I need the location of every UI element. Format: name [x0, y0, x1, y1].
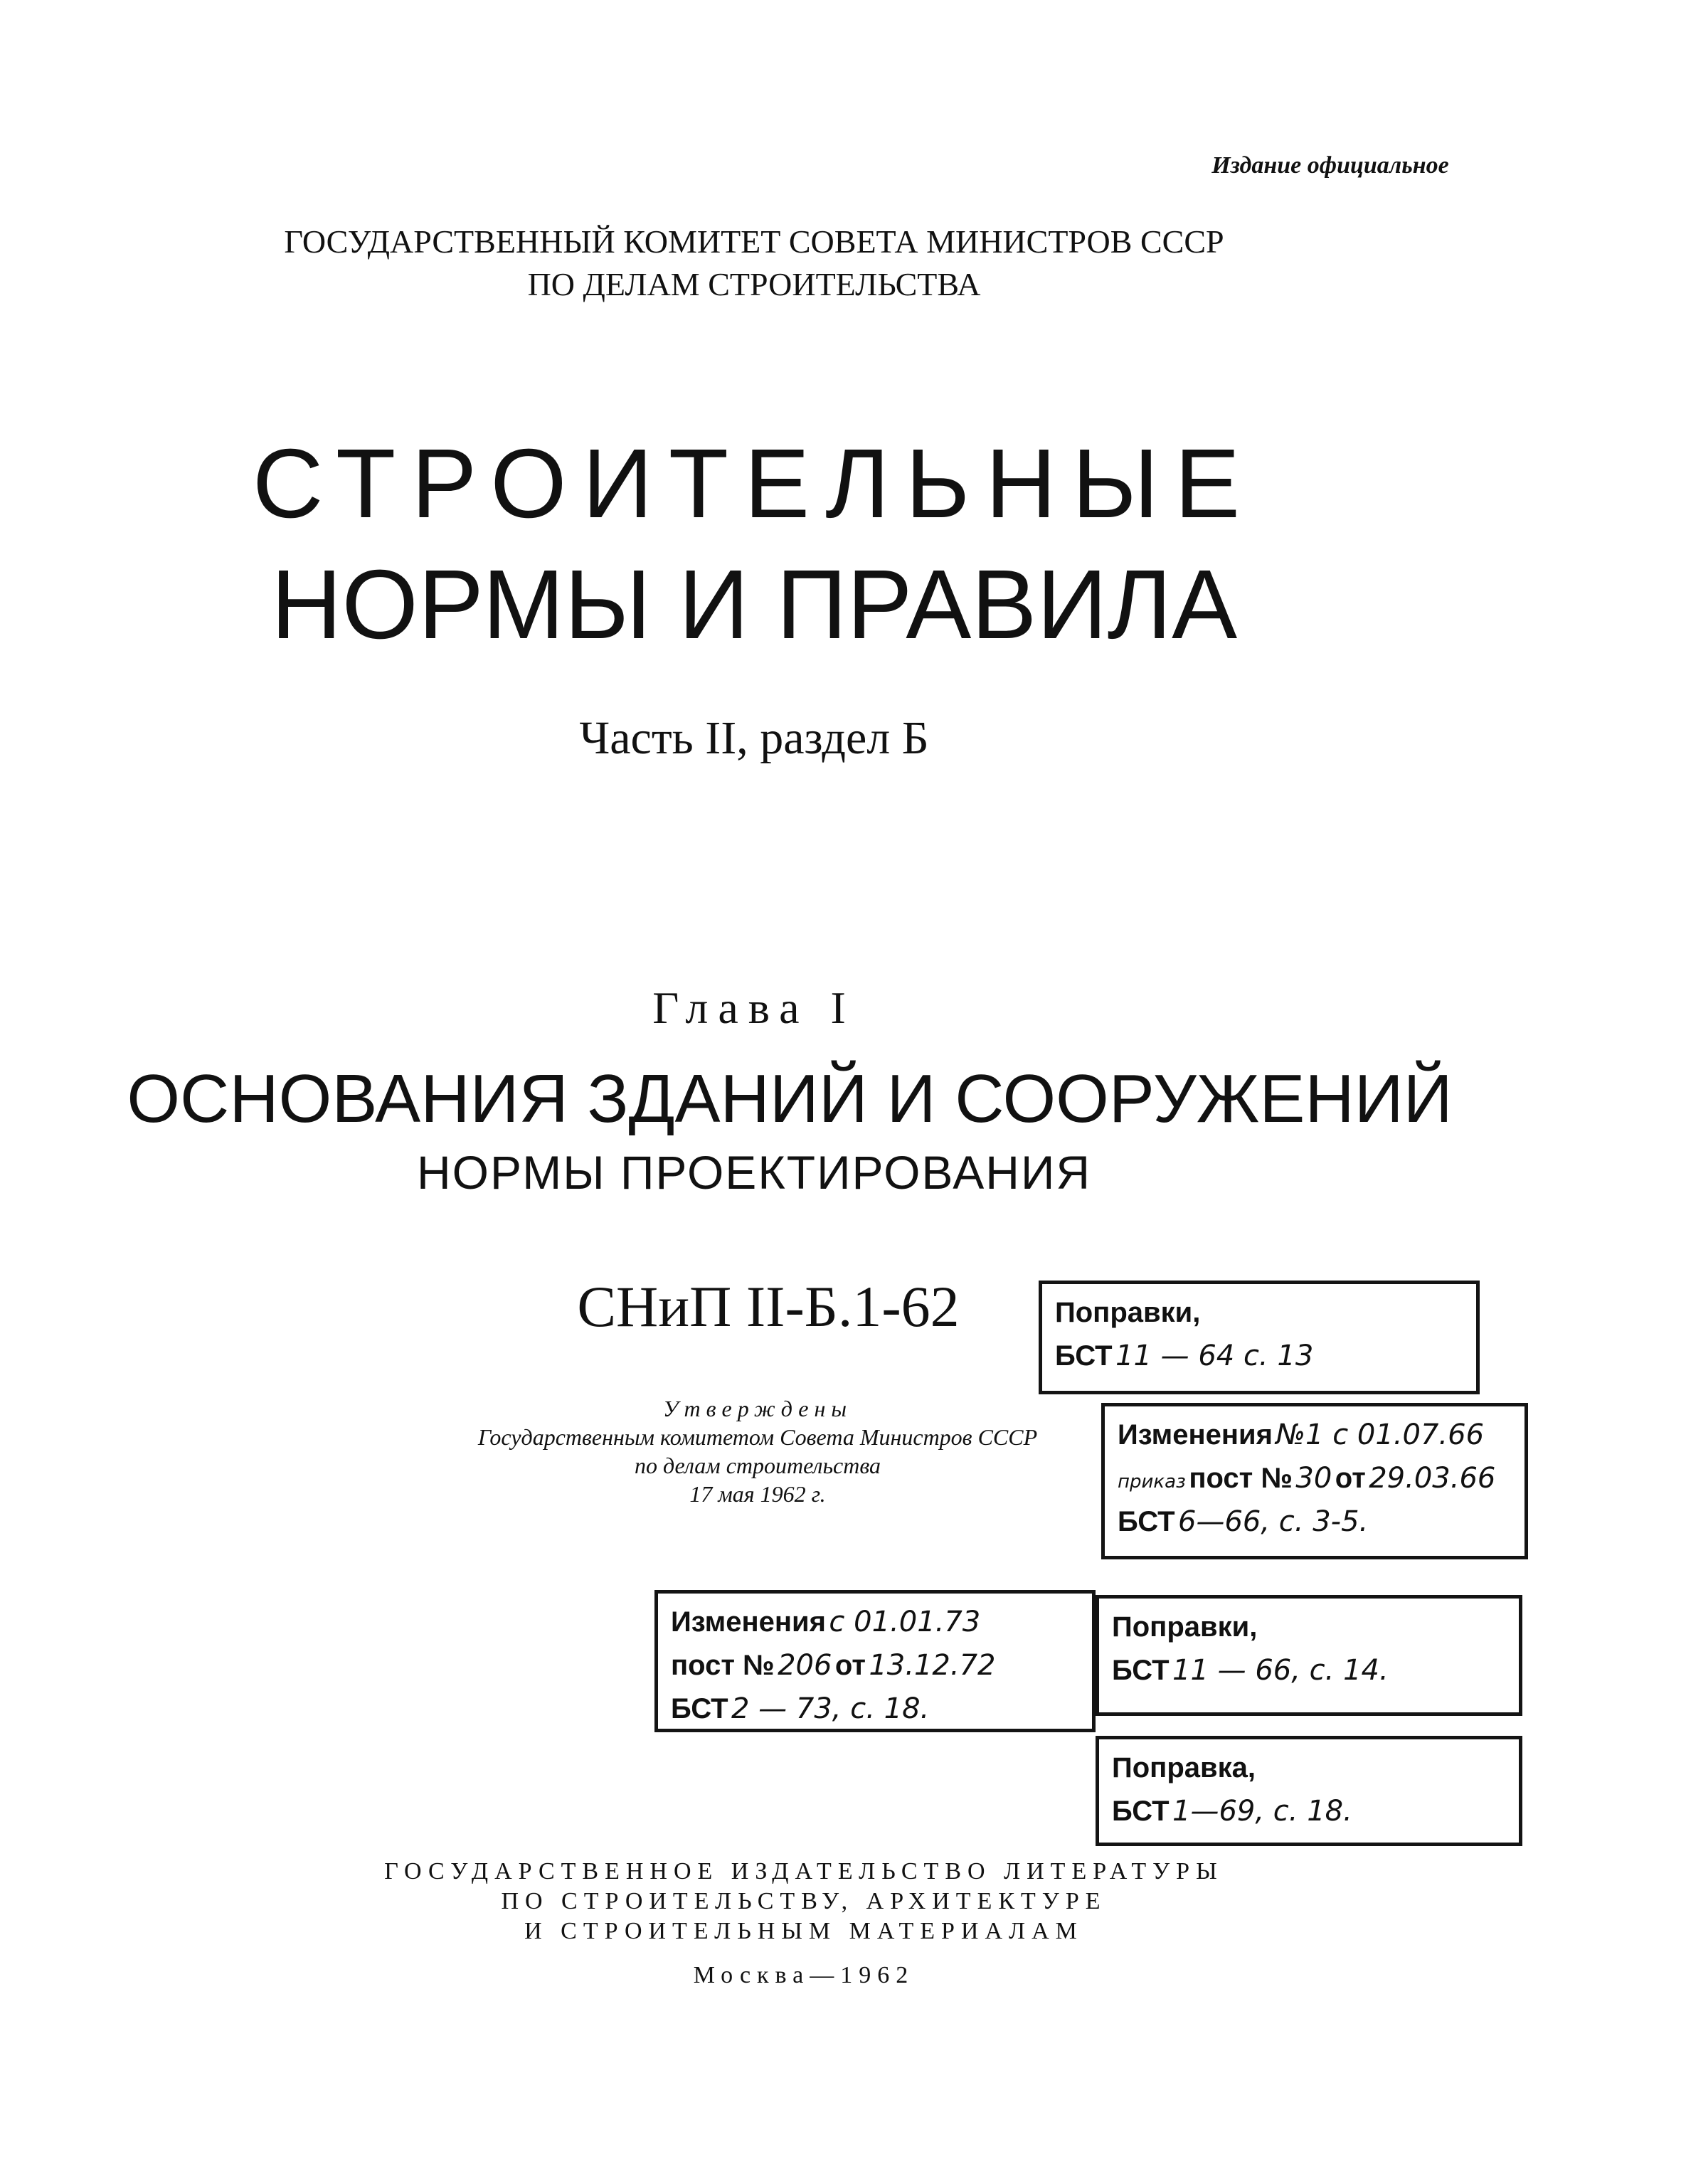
amendment-stamp-2	[1101, 1403, 1528, 1559]
chapter-label: Глава I	[652, 982, 856, 1033]
stamp-line	[1118, 1460, 1512, 1503]
publisher-line-2: ПО СТРОИТЕЛЬСТВУ, АРХИТЕКТУРЕ	[501, 1888, 1107, 1914]
publisher-line-3: И СТРОИТЕЛЬНЫМ МАТЕРИАЛАМ	[524, 1918, 1083, 1944]
amendment-stamp-3	[654, 1590, 1096, 1732]
stamp-printed-text: пост №	[1189, 1463, 1293, 1494]
stamp-line	[1118, 1503, 1512, 1547]
stamp-printed-text: БСТ	[1112, 1796, 1170, 1827]
edition-label: Издание официальное	[1211, 152, 1449, 179]
stamp-line	[1112, 1608, 1506, 1652]
stamp-printed-text: от	[1335, 1463, 1366, 1494]
stamp-handwritten-text: 2 — 73, с. 18.	[731, 1692, 930, 1725]
stamp-printed-text: Изменения	[671, 1606, 826, 1638]
stamp-handwritten-text: с 01.01.73	[829, 1606, 981, 1638]
part-section-label: Часть II, раздел Б	[579, 712, 929, 764]
committee-line-2: ПО ДЕЛАМ СТРОИТЕЛЬСТВА	[527, 266, 981, 302]
stamp-printed-text: Поправка,	[1112, 1752, 1256, 1783]
document-title-line-1: СТРОИТЕЛЬНЫЕ	[252, 429, 1256, 539]
stamp-printed-text: от	[834, 1650, 866, 1681]
chapter-name: ОСНОВАНИЯ ЗДАНИЙ И СООРУЖЕНИЙ	[127, 1061, 1453, 1137]
stamp-handwritten-text: 13.12.72	[869, 1649, 996, 1682]
approval-line-1: Утверждены	[662, 1396, 853, 1421]
amendment-stamp-4	[1096, 1595, 1522, 1716]
approval-line-2: Государственным комитетом Совета Министров СССР	[477, 1424, 1038, 1450]
document-code: СНиП II-Б.1-62	[577, 1274, 960, 1339]
stamp-handwritten-text: 206	[778, 1649, 832, 1682]
stamp-handwritten-text: 11 — 64 с. 13	[1115, 1340, 1314, 1372]
stamp-line	[1118, 1416, 1512, 1460]
approval-note	[398, 1394, 1117, 1508]
stamp-line	[1055, 1294, 1463, 1337]
stamp-handwritten-text: 6—66, с. 3-5.	[1178, 1505, 1369, 1538]
stamp-printed-text: Изменения	[1118, 1419, 1273, 1451]
stamp-line	[671, 1647, 1079, 1690]
publisher-block	[270, 1857, 1337, 1990]
approval-line-3: по делам строительства	[634, 1453, 881, 1478]
amendment-stamp-5	[1096, 1736, 1522, 1846]
stamp-handwritten-text: 1—69, с. 18.	[1172, 1795, 1352, 1828]
stamp-printed-text: БСТ	[1118, 1506, 1175, 1537]
stamp-printed-text: пост №	[671, 1650, 775, 1681]
stamp-printed-text: БСТ	[1112, 1655, 1170, 1686]
publisher-line-4: Москва—1962	[693, 1962, 915, 1988]
publisher-line-1: ГОСУДАРСТВЕННОЕ ИЗДАТЕЛЬСТВО ЛИТЕРАТУРЫ	[384, 1858, 1224, 1885]
stamp-line	[1112, 1749, 1506, 1793]
stamp-line	[671, 1603, 1079, 1647]
stamp-handwritten-text: приказ	[1118, 1471, 1186, 1493]
committee-heading	[213, 221, 1295, 306]
stamp-printed-text: Поправки,	[1055, 1297, 1201, 1328]
stamp-line	[671, 1690, 1079, 1734]
stamp-handwritten-text: №1 с 01.07.66	[1276, 1419, 1485, 1451]
stamp-line	[1112, 1652, 1506, 1695]
document-title-line-2: НОРМЫ И ПРАВИЛА	[270, 550, 1238, 659]
approval-line-4: 17 мая 1962 г.	[689, 1481, 826, 1507]
committee-line-1: ГОСУДАРСТВЕННЫЙ КОМИТЕТ СОВЕТА МИНИСТРОВ СССР	[284, 223, 1224, 260]
stamp-printed-text: БСТ	[1055, 1340, 1113, 1372]
stamp-line	[1112, 1793, 1506, 1836]
chapter-subtitle: НОРМЫ ПРОЕКТИРОВАНИЯ	[416, 1146, 1092, 1199]
stamp-handwritten-text: 29.03.66	[1369, 1462, 1496, 1495]
stamp-line	[1055, 1337, 1463, 1381]
stamp-printed-text: Поправки,	[1112, 1611, 1258, 1643]
stamp-handwritten-text: 30	[1295, 1462, 1332, 1495]
amendment-stamp-1	[1039, 1281, 1480, 1394]
stamp-handwritten-text: 11 — 66, с. 14.	[1172, 1654, 1389, 1687]
stamp-printed-text: БСТ	[671, 1693, 728, 1724]
